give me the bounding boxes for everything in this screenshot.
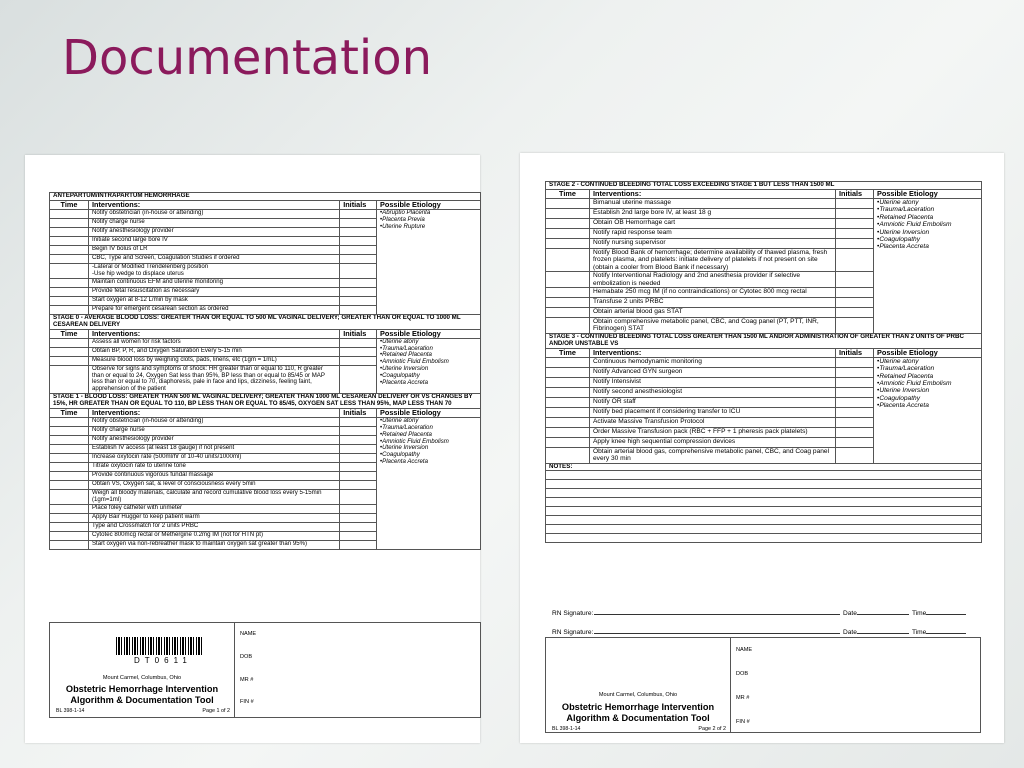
etiology-item: • Placenta Accreta xyxy=(877,243,978,250)
possible-etiology-list xyxy=(377,210,481,315)
etiology-item: • Amniotic Fluid Embolism xyxy=(877,380,978,387)
intervention-text: Obtain OB Hemorrhage cart xyxy=(590,219,836,229)
time-cell[interactable] xyxy=(50,228,89,237)
notes-cell[interactable] xyxy=(546,516,982,525)
possible-etiology-list xyxy=(874,199,982,334)
column-header-interventions: Interventions: xyxy=(590,348,836,357)
intervention-text: Apply Bair Hugger to keep patient warm xyxy=(88,513,339,522)
initials-cell[interactable] xyxy=(836,317,874,333)
initials-cell[interactable] xyxy=(836,387,874,397)
time-cell[interactable] xyxy=(546,287,590,297)
intervention-text: Notify Advanced GYN surgeon xyxy=(590,367,836,377)
notes-cell[interactable] xyxy=(546,471,982,480)
notes-cell[interactable] xyxy=(546,525,982,534)
intervention-text: Weigh all bloody materials, calculate and record cumulative blood loss every 5-15min (1gm=1ml) xyxy=(88,490,339,505)
column-header-initials: Initials xyxy=(340,408,377,417)
intervention-text: Notify OR staff xyxy=(590,397,836,407)
time-cell[interactable] xyxy=(546,229,590,239)
rn-signature-line-1[interactable] xyxy=(552,608,966,617)
form-identity-panel xyxy=(50,623,235,717)
notes-line[interactable] xyxy=(546,480,982,489)
column-header-etiology: Possible Etiology xyxy=(377,408,481,417)
initials-cell[interactable] xyxy=(836,427,874,437)
column-header-row xyxy=(546,189,982,198)
initials-cell[interactable] xyxy=(340,305,377,314)
time-cell[interactable] xyxy=(50,237,89,246)
column-header-time: Time xyxy=(546,189,590,198)
time-cell[interactable] xyxy=(546,219,590,229)
etiology-item: • Uterine atony xyxy=(877,199,978,206)
initials-cell[interactable] xyxy=(340,356,377,365)
column-header-initials: Initials xyxy=(836,348,874,357)
intervention-text: CBC, Type and Screen, Coagulation Studies if ordered xyxy=(88,255,339,264)
etiology-list xyxy=(380,339,477,387)
notes-cell[interactable] xyxy=(546,489,982,498)
initials-cell[interactable] xyxy=(340,481,377,490)
etiology-item: • Amniotic Fluid Embolism xyxy=(380,439,477,446)
initials-cell[interactable] xyxy=(836,397,874,407)
etiology-item: • Coagulopathy xyxy=(877,236,978,243)
time-cell[interactable] xyxy=(50,463,89,472)
column-header-initials: Initials xyxy=(836,189,874,198)
page-number: Page 2 of 2 xyxy=(698,726,726,732)
patient-fields xyxy=(240,623,480,717)
column-header-interventions: Interventions: xyxy=(88,408,339,417)
time-cell[interactable] xyxy=(50,513,89,522)
time-cell[interactable] xyxy=(50,255,89,264)
time-label: Time xyxy=(911,610,927,617)
initials-cell[interactable] xyxy=(340,365,377,393)
hospital-name: Mount Carmel, Columbus, Ohio xyxy=(102,675,182,681)
table-row xyxy=(50,338,481,347)
intervention-text: Notify anesthesiology provider xyxy=(88,436,339,445)
initials-cell[interactable] xyxy=(340,522,377,531)
time-cell[interactable] xyxy=(50,264,89,279)
etiology-item: • Amniotic Fluid Embolism xyxy=(877,221,978,228)
initials-cell[interactable] xyxy=(836,407,874,417)
notes-cell[interactable] xyxy=(546,507,982,516)
intervention-text: Notify nursing supervisor xyxy=(590,239,836,249)
time-cell[interactable] xyxy=(546,367,590,377)
stage0-heading-row xyxy=(50,314,481,329)
notes-cell[interactable] xyxy=(546,498,982,507)
intervention-text: Provide continuous vigorous fundal massage xyxy=(88,472,339,481)
column-header-etiology: Possible Etiology xyxy=(377,329,481,338)
intervention-text: Assess all women for risk factors xyxy=(88,338,339,347)
intervention-text: Notify rapid response team xyxy=(590,229,836,239)
time-blank[interactable] xyxy=(926,608,966,615)
stage2-heading-row xyxy=(546,182,982,190)
etiology-item: • Abruptio Placenta xyxy=(380,210,477,217)
time-cell[interactable] xyxy=(50,365,89,393)
possible-etiology-list xyxy=(377,338,481,393)
intervention-text: Bimanual uterine massage xyxy=(590,199,836,209)
time-cell[interactable] xyxy=(50,531,89,540)
table-row xyxy=(546,199,982,209)
notes-cell[interactable] xyxy=(546,534,982,543)
patient-fin-field[interactable]: FIN # xyxy=(736,719,750,725)
intervention-text: Apply knee high sequential compression devices xyxy=(590,437,836,447)
possible-etiology-list xyxy=(377,418,481,550)
barcode-image xyxy=(116,637,202,655)
notes-line[interactable] xyxy=(546,507,982,516)
form-code: BL 398-1-14 xyxy=(56,708,85,714)
time-cell[interactable] xyxy=(50,287,89,296)
intervention-text: Notify Intensivist xyxy=(590,377,836,387)
patient-dob-field[interactable]: DOB xyxy=(736,671,749,677)
stage3-heading: STAGE 3 - CONTINUED BLEEDING TOTAL LOSS GREATER THAN 1500 ML AND/OR ADMINISTRATION OF GREATER THAN 2 UNITS OF PRBC AND/OR UNSTABLE VS xyxy=(546,333,982,348)
time-cell[interactable] xyxy=(50,347,89,356)
time-blank[interactable] xyxy=(926,627,966,634)
column-header-row xyxy=(546,348,982,357)
intervention-text: -Lateral or Modified Trendelenberg position -Use hip wedge to displace uterus xyxy=(88,264,339,279)
intervention-text: Establish 2nd large bore IV, at least 18 g xyxy=(590,209,836,219)
intervention-text: Obtain comprehensive metabolic panel, CBC, and Coag panel (PT, PTT, INR, Fibrinogen) STAT xyxy=(590,317,836,333)
date-blank[interactable] xyxy=(857,608,909,615)
rn-signature-label: RN Signature: xyxy=(552,610,594,617)
date-blank[interactable] xyxy=(857,627,909,634)
column-header-etiology: Possible Etiology xyxy=(874,189,982,198)
intervention-text: Notify obstetrician (in-house or attending) xyxy=(88,210,339,219)
initials-cell[interactable] xyxy=(836,357,874,367)
time-cell[interactable] xyxy=(546,209,590,219)
etiology-item: • Placenta Accreta xyxy=(380,459,477,466)
initials-cell[interactable] xyxy=(340,472,377,481)
stage2-heading: STAGE 2 - CONTINUED BLEEDING TOTAL LOSS EXCEEDING STAGE 1 BUT LESS THAN 1500 ML xyxy=(546,182,982,190)
time-cell[interactable] xyxy=(546,357,590,367)
initials-cell[interactable] xyxy=(340,445,377,454)
intervention-text: Titrate oxytocin rate to uterine tone xyxy=(88,463,339,472)
patient-name-field[interactable]: NAME xyxy=(240,631,257,637)
time-cell[interactable] xyxy=(50,427,89,436)
etiology-item: • Retained Placenta xyxy=(877,373,978,380)
form-title-line-1: Obstetric Hemorrhage Intervention xyxy=(65,684,219,694)
notes-cell[interactable] xyxy=(546,480,982,489)
patient-dob-field[interactable]: DOB xyxy=(240,654,253,660)
date-label: Date xyxy=(843,610,857,617)
intervention-text: Maintain continuous EFM and uterine monitoring xyxy=(88,278,339,287)
initials-cell[interactable] xyxy=(836,377,874,387)
etiology-item: • Coagulopathy xyxy=(877,395,978,402)
table-row xyxy=(50,210,481,219)
intervention-text: Prepare for emergent cesarean section as ordered xyxy=(88,305,339,314)
etiology-item: • Coagulopathy xyxy=(380,373,477,380)
column-header-time: Time xyxy=(50,200,89,209)
page-number: Page 1 of 2 xyxy=(202,708,230,714)
form-page-2 xyxy=(520,153,1004,743)
antepartum-heading: ANTEPARTUM/INTRAPARTUM HEMORRHAGE xyxy=(50,193,481,201)
time-cell[interactable] xyxy=(546,199,590,209)
time-cell[interactable] xyxy=(546,397,590,407)
initials-cell[interactable] xyxy=(836,219,874,229)
etiology-item: • Uterine Rupture xyxy=(380,224,477,231)
notes-heading-row xyxy=(546,463,982,471)
notes-line[interactable] xyxy=(546,534,982,543)
date-label: Date xyxy=(843,629,857,636)
notes-line[interactable] xyxy=(546,525,982,534)
patient-fields xyxy=(736,638,980,732)
etiology-item: • Uterine atony xyxy=(380,418,477,425)
etiology-item: • Placenta Accreta xyxy=(877,402,978,409)
form-title xyxy=(546,702,730,723)
time-cell[interactable] xyxy=(50,481,89,490)
hospital-name: Mount Carmel, Columbus, Ohio xyxy=(598,692,678,698)
intervention-text: Notify Interventional Radiology and 2nd anesthesia provider if selective embolization is needed xyxy=(590,272,836,288)
time-cell[interactable] xyxy=(50,540,89,549)
etiology-list xyxy=(380,418,477,466)
intervention-text: Notify bed placement if considering transfer to ICU xyxy=(590,407,836,417)
etiology-item: • Retained Placenta xyxy=(877,214,978,221)
intervention-text: Cytotec 800mcg rectal or Methergine 0.2mg IM (not for HTN pt) xyxy=(88,531,339,540)
etiology-item: • Placenta Accreta xyxy=(380,380,477,387)
patient-fin-field[interactable]: FIN # xyxy=(240,699,254,705)
time-cell[interactable] xyxy=(546,417,590,427)
initials-cell[interactable] xyxy=(340,210,377,219)
patient-mr-field[interactable]: MR # xyxy=(240,677,254,683)
etiology-item: • Uterine Inversion xyxy=(877,387,978,394)
time-cell[interactable] xyxy=(50,504,89,513)
time-cell[interactable] xyxy=(546,447,590,463)
initials-cell[interactable] xyxy=(836,209,874,219)
intervention-text: Hemabate 250 mcg IM (if no contraindications) or Cytotec 800 mcg rectal xyxy=(590,287,836,297)
intervention-text: Place foley catheter with urimeter xyxy=(88,504,339,513)
intervention-text: Obtain arterial blood gas STAT xyxy=(590,307,836,317)
form-code: BL 398-1-14 xyxy=(552,726,581,732)
initials-cell[interactable] xyxy=(836,437,874,447)
intervention-text: Obtain arterial blood gas, comprehensive metabolic panel, CBC, and Coag panel every 30 min xyxy=(590,447,836,463)
etiology-item: • Uterine Inversion xyxy=(877,229,978,236)
intervention-table-body xyxy=(50,193,481,550)
intervention-text: Notify obstetrician (in-house or attending) xyxy=(88,418,339,427)
rn-signature-line-2[interactable] xyxy=(552,627,966,636)
initials-cell[interactable] xyxy=(836,229,874,239)
etiology-item: • Trauma/Laceration xyxy=(380,346,477,353)
column-header-time: Time xyxy=(50,329,89,338)
intervention-text: Obtain VS, Oxygen sat, & level of consciousness every 5min xyxy=(88,481,339,490)
intervention-text: Continuous hemodynamic monitoring xyxy=(590,357,836,367)
initials-cell[interactable] xyxy=(836,307,874,317)
etiology-item: • Retained Placenta xyxy=(380,352,477,359)
time-cell[interactable] xyxy=(546,427,590,437)
time-cell[interactable] xyxy=(50,454,89,463)
form-title-line-2: Algorithm & Documentation Tool xyxy=(70,694,214,705)
time-cell[interactable] xyxy=(546,297,590,307)
barcode-text: DT0611 xyxy=(134,656,192,665)
initials-cell[interactable] xyxy=(340,540,377,549)
intervention-text: Initiate second large bore IV xyxy=(88,237,339,246)
initials-cell[interactable] xyxy=(836,239,874,249)
time-cell[interactable] xyxy=(50,522,89,531)
patient-mr-field[interactable]: MR # xyxy=(736,695,750,701)
time-cell[interactable] xyxy=(50,296,89,305)
time-cell[interactable] xyxy=(50,490,89,505)
column-header-etiology: Possible Etiology xyxy=(874,348,982,357)
initials-cell[interactable] xyxy=(340,287,377,296)
initials-cell[interactable] xyxy=(340,219,377,228)
etiology-item: • Uterine atony xyxy=(380,339,477,346)
stage1-heading: STAGE 1 - BLOOD LOSS: GREATER THAN 500 ML VAGINAL DELIVERY; GREATER THAN 1000 ML CESAREAN DELIVERY OR VS CHANGES BY 15%, HR GREATER THAN OR EQUAL TO 110, BP LESS THAN OR EQUAL TO 85/45, OXYGEN SAT LESS THAN 95%, MAP LESS THAN 70 xyxy=(50,394,481,409)
initials-cell[interactable] xyxy=(836,297,874,307)
intervention-text: Activate Massive Transfusion Protocol xyxy=(590,417,836,427)
intervention-text: Increase oxytocin rate (500ml/hr of 10-40 units/1000ml) xyxy=(88,454,339,463)
initials-cell[interactable] xyxy=(340,246,377,255)
initials-cell[interactable] xyxy=(340,338,377,347)
initials-cell[interactable] xyxy=(836,249,874,272)
column-header-time: Time xyxy=(546,348,590,357)
intervention-text: Establish IV access (at least 18 gauge) if not present xyxy=(88,445,339,454)
signature-blank[interactable] xyxy=(594,627,840,634)
column-header-row xyxy=(50,408,481,417)
time-cell[interactable] xyxy=(50,210,89,219)
intervention-text: Notify second anesthesiologist xyxy=(590,387,836,397)
etiology-item: • Uterine Inversion xyxy=(380,366,477,373)
intervention-text: Obtain BP, P, R, and Oxygen Saturation Every 5-15 min xyxy=(88,347,339,356)
notes-line[interactable] xyxy=(546,516,982,525)
etiology-item: • Retained Placenta xyxy=(380,432,477,439)
etiology-item: • Amniotic Fluid Embolism xyxy=(380,359,477,366)
intervention-table-page-2 xyxy=(545,181,982,543)
initials-cell[interactable] xyxy=(340,418,377,427)
time-cell[interactable] xyxy=(50,356,89,365)
intervention-text: Notify Blood Bank of hemorrhage; determine availability of thawed plasma, fresh frozen plasma, and platelets: initiate delivery of platelets if not present on site (obtain a cooler from Blood Bank if necessary) xyxy=(590,249,836,272)
column-header-initials: Initials xyxy=(340,200,377,209)
notes-label: NOTES: xyxy=(546,463,982,471)
initials-cell[interactable] xyxy=(340,264,377,279)
patient-label-box xyxy=(49,622,481,718)
stage3-heading-row xyxy=(546,333,982,348)
initials-cell[interactable] xyxy=(340,237,377,246)
column-header-row xyxy=(50,329,481,338)
time-cell[interactable] xyxy=(50,472,89,481)
etiology-item: • Coagulopathy xyxy=(380,452,477,459)
etiology-item: • Uterine atony xyxy=(877,358,978,365)
time-label: Time xyxy=(911,629,927,636)
time-cell[interactable] xyxy=(546,307,590,317)
signature-blank[interactable] xyxy=(594,608,840,615)
initials-cell[interactable] xyxy=(340,513,377,522)
intervention-text: Order Massive Transfusion pack (RBC + FFP + 1 pheresis pack platelets) xyxy=(590,427,836,437)
intervention-text: Measure blood loss by weighing clots, pads, linens, etc (1gm = 1mL) xyxy=(88,356,339,365)
column-header-row xyxy=(50,200,481,209)
time-cell[interactable] xyxy=(546,437,590,447)
initials-cell[interactable] xyxy=(836,199,874,209)
intervention-text: Begin IV bolus of LR xyxy=(88,246,339,255)
etiology-item: • Trauma/Laceration xyxy=(877,206,978,213)
column-header-time: Time xyxy=(50,408,89,417)
initials-cell[interactable] xyxy=(340,347,377,356)
initials-cell[interactable] xyxy=(340,490,377,505)
initials-cell[interactable] xyxy=(340,531,377,540)
intervention-text: Start oxygen at 8-12 L/min by mask xyxy=(88,296,339,305)
form-title-line-2: Algorithm & Documentation Tool xyxy=(566,712,710,723)
rn-signature-label: RN Signature: xyxy=(552,629,594,636)
column-header-etiology: Possible Etiology xyxy=(377,200,481,209)
time-cell[interactable] xyxy=(546,317,590,333)
time-cell[interactable] xyxy=(50,278,89,287)
time-cell[interactable] xyxy=(546,249,590,272)
initials-cell[interactable] xyxy=(836,447,874,463)
intervention-text: Provide fetal resuscitation as necessary xyxy=(88,287,339,296)
initials-cell[interactable] xyxy=(340,427,377,436)
form-identity-panel xyxy=(546,638,731,732)
column-header-interventions: Interventions: xyxy=(88,200,339,209)
form-title xyxy=(50,684,234,705)
notes-line[interactable] xyxy=(546,498,982,507)
intervention-text: Observe for signs and symptoms of shock: HR greater than or equal to 110, R greater than or equal to 24, Oxygen Sat less than 95%, BP less than or equal to 85/45 or MAP less than or equal to 70, diaphoresis, pale in face and lips, dizziness, feeling faint, apprehension of the patient xyxy=(88,365,339,393)
initials-cell[interactable] xyxy=(340,278,377,287)
time-cell[interactable] xyxy=(546,272,590,288)
initials-cell[interactable] xyxy=(836,287,874,297)
table-row xyxy=(546,357,982,367)
initials-cell[interactable] xyxy=(340,255,377,264)
etiology-list xyxy=(380,210,477,230)
intervention-table-body xyxy=(546,182,982,543)
initials-cell[interactable] xyxy=(836,272,874,288)
time-cell[interactable] xyxy=(546,387,590,397)
initials-cell[interactable] xyxy=(340,436,377,445)
time-cell[interactable] xyxy=(50,436,89,445)
initials-cell[interactable] xyxy=(836,367,874,377)
time-cell[interactable] xyxy=(50,246,89,255)
notes-line[interactable] xyxy=(546,489,982,498)
time-cell[interactable] xyxy=(546,239,590,249)
time-cell[interactable] xyxy=(50,305,89,314)
patient-label-box xyxy=(545,637,981,733)
etiology-list xyxy=(877,199,978,251)
column-header-interventions: Interventions: xyxy=(590,189,836,198)
slide-title: Documentation xyxy=(62,30,433,86)
initials-cell[interactable] xyxy=(340,463,377,472)
intervention-text: Transfuse 2 units PRBC xyxy=(590,297,836,307)
stage0-heading: STAGE 0 - AVERAGE BLOOD LOSS: GREATER THAN OR EQUAL TO 500 ML VAGINAL DELIVERY; GREATER THAN OR EQUAL TO 1000 ML CESAREAN DELIVERY xyxy=(50,314,481,329)
time-cell[interactable] xyxy=(50,445,89,454)
initials-cell[interactable] xyxy=(340,296,377,305)
initials-cell[interactable] xyxy=(340,454,377,463)
initials-cell[interactable] xyxy=(340,504,377,513)
column-header-interventions: Interventions: xyxy=(88,329,339,338)
column-header-initials: Initials xyxy=(340,329,377,338)
time-cell[interactable] xyxy=(50,338,89,347)
etiology-list xyxy=(877,358,978,410)
notes-line[interactable] xyxy=(546,471,982,480)
etiology-item: • Uterine Inversion xyxy=(380,445,477,452)
intervention-text: Notify charge nurse xyxy=(88,219,339,228)
intervention-text: Start oxygen via non-rebreather mask to maintain oxygen sat greater than 95%) xyxy=(88,540,339,549)
table-row xyxy=(50,418,481,427)
possible-etiology-list xyxy=(874,357,982,463)
antepartum-heading-row xyxy=(50,193,481,201)
intervention-text: Notify charge nurse xyxy=(88,427,339,436)
etiology-item: • Trauma/Laceration xyxy=(380,425,477,432)
patient-name-field[interactable]: NAME xyxy=(736,647,753,653)
initials-cell[interactable] xyxy=(836,417,874,427)
initials-cell[interactable] xyxy=(340,228,377,237)
etiology-item: • Placenta Previa xyxy=(380,217,477,224)
form-title-line-1: Obstetric Hemorrhage Intervention xyxy=(561,702,715,712)
time-cell[interactable] xyxy=(546,377,590,387)
etiology-item: • Trauma/Laceration xyxy=(877,365,978,372)
time-cell[interactable] xyxy=(50,219,89,228)
form-page-1 xyxy=(25,155,480,743)
intervention-table-page-1 xyxy=(49,192,481,550)
time-cell[interactable] xyxy=(50,418,89,427)
intervention-text: Type and Crossmatch for 2 units PRBC xyxy=(88,522,339,531)
stage1-heading-row xyxy=(50,394,481,409)
time-cell[interactable] xyxy=(546,407,590,417)
intervention-text: Notify anesthesiology provider xyxy=(88,228,339,237)
